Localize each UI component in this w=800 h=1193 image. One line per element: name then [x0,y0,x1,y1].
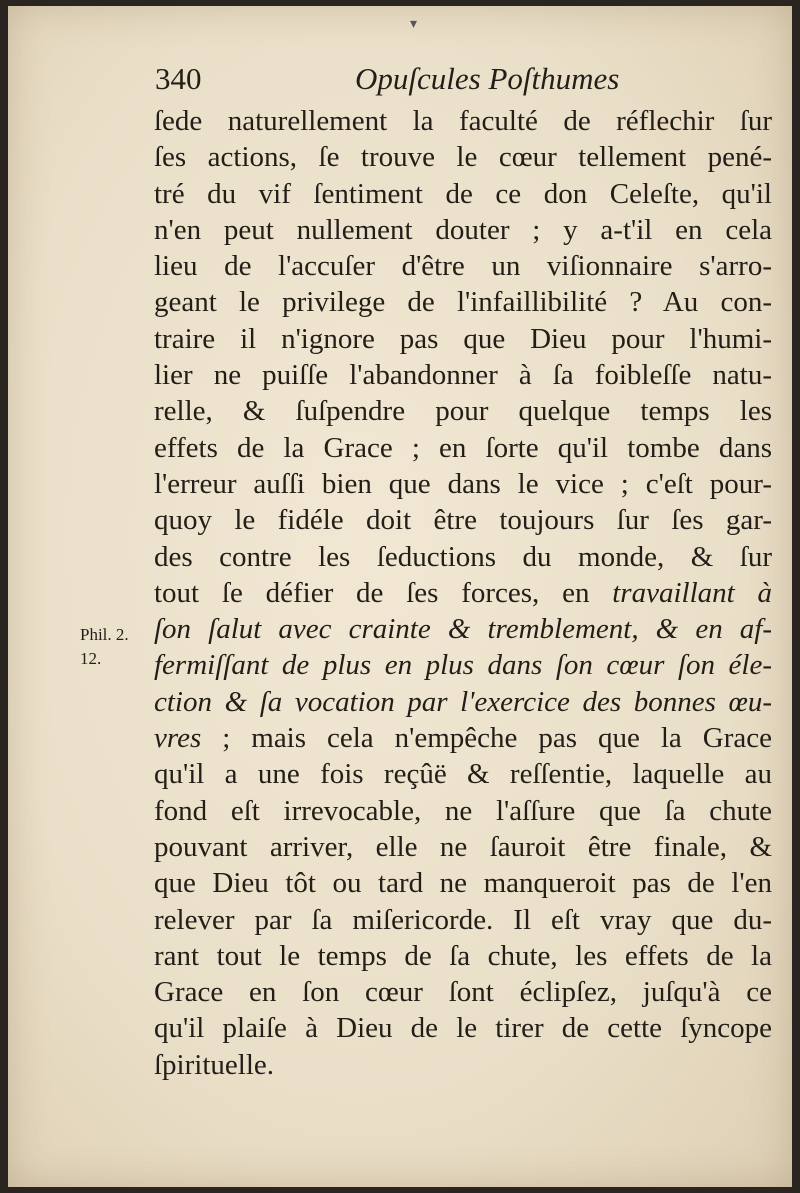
text-line-mixed [154,575,772,611]
margin-reference [80,623,129,671]
text-segment: ; mais cela n'empêche pas que la Grace [201,722,772,755]
text-line: effets de la Grace ; en ſorte qu'il tombe dans [154,431,772,464]
text-line: pouvant arriver, elle ne ſauroit être finale, & [154,830,772,863]
text-line: qu'il plaiſe à Dieu de le tirer de cette ſyncope [154,1012,772,1045]
margin-reference-line-1: Phil. 2. [80,625,129,644]
text-line: fond eſt irrevocable, ne l'aſſure que ſa chute [154,794,772,827]
text-line: l'erreur auſſi bien que dans le vice ; c'eſt pour- [154,467,772,500]
text-line: ſpirituelle. [154,1048,274,1081]
text-line: relle, & ſuſpendre pour quelque temps les [154,395,772,428]
page-number: 340 [155,61,202,96]
page-header [155,61,755,105]
text-segment: tout ſe défier de ſes forces, en [154,576,613,609]
book-page [8,6,792,1187]
text-line: ſede naturellement la faculté de réflechir ſur [154,105,772,137]
text-line: Grace en ſon cœur ſont éclipſez, juſqu'à ce [154,976,772,1009]
running-title: Opuſcules Poſthumes [355,61,620,96]
top-mark: ▾ [410,16,418,32]
italic-segment: vres [154,722,202,755]
text-line: qu'il a une fois reçûë & reſſentie, laquelle au [154,758,772,791]
text-line: n'en peut nullement douter ; y a-t'il en cela [154,213,772,246]
text-line: ſes actions, ſe trouve le cœur tellement pené- [154,141,772,174]
italic-text-line: ſon ſalut avec crainte & tremblement, & en af- [154,613,772,646]
text-line: lier ne puiſſe l'abandonner à ſa foibleſſe natu- [154,359,772,392]
text-line: que Dieu tôt ou tard ne manqueroit pas de l'en [154,867,772,900]
text-line: geant le privilege de l'infaillibilité ? Au con- [154,286,772,319]
text-line: tré du vif ſentiment de ce don Celeſte, qu'il [154,177,772,210]
text-line: rant tout le temps de ſa chute, les effets de la [154,939,772,972]
text-line: relever par ſa miſericorde. Il eſt vray que du- [154,903,772,936]
margin-reference-line-2: 12. [80,649,102,668]
italic-segment: travaillant à [612,576,772,609]
body-text [154,103,772,1083]
text-line: lieu de l'accuſer d'être un viſionnaire s'arro- [154,250,772,283]
text-line: quoy le fidéle doit être toujours ſur ſes gar- [154,504,772,537]
text-line: des contre les ſeductions du monde, & ſur [154,540,772,573]
text-line: traire il n'ignore pas que Dieu pour l'humi- [154,322,772,355]
italic-text-line: fermiſſant de plus en plus dans ſon cœur ſon éle- [154,649,772,682]
italic-text-line: ction & ſa vocation par l'exercice des bonnes œu- [154,685,772,718]
text-line-mixed [154,720,772,756]
